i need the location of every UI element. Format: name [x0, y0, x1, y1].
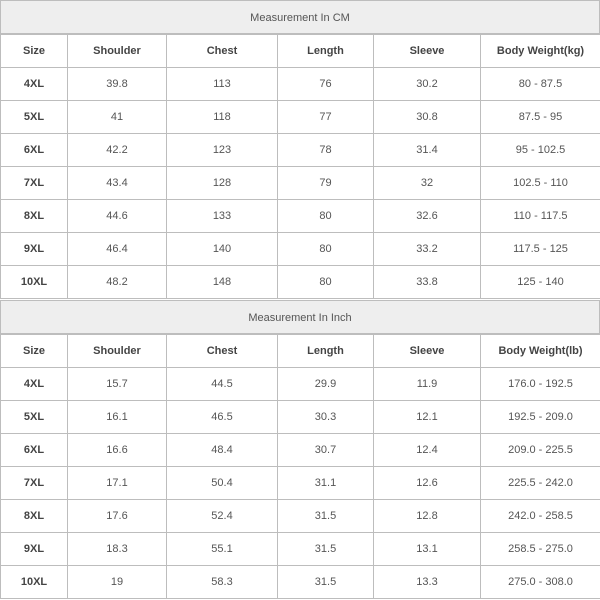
chest-cell: 52.4: [167, 500, 278, 533]
cm-section-title: Measurement In CM: [0, 0, 600, 34]
size-cell: 6XL: [1, 134, 68, 167]
sleeve-cell: 33.2: [374, 233, 481, 266]
chest-cell: 128: [167, 167, 278, 200]
shoulder-cell: 16.1: [68, 401, 167, 434]
shoulder-cell: 42.2: [68, 134, 167, 167]
cm-table: [0, 34, 600, 299]
length-cell: 30.7: [278, 434, 374, 467]
sleeve-cell: 12.6: [374, 467, 481, 500]
size-cell: 8XL: [1, 200, 68, 233]
header-length: Length: [278, 35, 374, 68]
header-size: Size: [1, 35, 68, 68]
shoulder-cell: 19: [68, 566, 167, 599]
shoulder-cell: 46.4: [68, 233, 167, 266]
size-cell: 8XL: [1, 500, 68, 533]
chest-cell: 133: [167, 200, 278, 233]
sleeve-cell: 11.9: [374, 368, 481, 401]
sleeve-cell: 13.1: [374, 533, 481, 566]
table-row: [1, 101, 600, 134]
body-weight-cell: 275.0 - 308.0: [481, 566, 600, 599]
length-cell: 80: [278, 266, 374, 299]
chest-cell: 118: [167, 101, 278, 134]
header-chest: Chest: [167, 35, 278, 68]
table-row: [1, 68, 600, 101]
chest-cell: 55.1: [167, 533, 278, 566]
table-row: [1, 200, 600, 233]
length-cell: 77: [278, 101, 374, 134]
sleeve-cell: 12.8: [374, 500, 481, 533]
body-weight-cell: 192.5 - 209.0: [481, 401, 600, 434]
length-cell: 29.9: [278, 368, 374, 401]
size-cell: 7XL: [1, 467, 68, 500]
table-row: [1, 467, 600, 500]
body-weight-cell: 242.0 - 258.5: [481, 500, 600, 533]
header-body-weight: Body Weight(lb): [481, 335, 600, 368]
header-shoulder: Shoulder: [68, 35, 167, 68]
shoulder-cell: 15.7: [68, 368, 167, 401]
sleeve-cell: 12.1: [374, 401, 481, 434]
size-cell: 10XL: [1, 566, 68, 599]
inch-header-row: [1, 335, 600, 368]
table-row: [1, 167, 600, 200]
chest-cell: 48.4: [167, 434, 278, 467]
shoulder-cell: 39.8: [68, 68, 167, 101]
body-weight-cell: 125 - 140: [481, 266, 600, 299]
length-cell: 80: [278, 200, 374, 233]
body-weight-cell: 117.5 - 125: [481, 233, 600, 266]
header-shoulder: Shoulder: [68, 335, 167, 368]
length-cell: 80: [278, 233, 374, 266]
body-weight-cell: 209.0 - 225.5: [481, 434, 600, 467]
length-cell: 78: [278, 134, 374, 167]
shoulder-cell: 17.1: [68, 467, 167, 500]
size-cell: 6XL: [1, 434, 68, 467]
sleeve-cell: 32: [374, 167, 481, 200]
body-weight-cell: 225.5 - 242.0: [481, 467, 600, 500]
shoulder-cell: 41: [68, 101, 167, 134]
chest-cell: 148: [167, 266, 278, 299]
header-sleeve: Sleeve: [374, 335, 481, 368]
table-row: [1, 266, 600, 299]
inch-table: [0, 334, 600, 599]
inch-section-title: Measurement In Inch: [0, 300, 600, 334]
body-weight-cell: 80 - 87.5: [481, 68, 600, 101]
length-cell: 31.5: [278, 500, 374, 533]
table-row: [1, 233, 600, 266]
sleeve-cell: 33.8: [374, 266, 481, 299]
sleeve-cell: 31.4: [374, 134, 481, 167]
header-body-weight: Body Weight(kg): [481, 35, 600, 68]
chest-cell: 113: [167, 68, 278, 101]
length-cell: 30.3: [278, 401, 374, 434]
chest-cell: 140: [167, 233, 278, 266]
chest-cell: 44.5: [167, 368, 278, 401]
size-cell: 4XL: [1, 68, 68, 101]
table-row: [1, 533, 600, 566]
length-cell: 31.5: [278, 533, 374, 566]
shoulder-cell: 17.6: [68, 500, 167, 533]
table-row: [1, 434, 600, 467]
sleeve-cell: 12.4: [374, 434, 481, 467]
shoulder-cell: 43.4: [68, 167, 167, 200]
length-cell: 31.1: [278, 467, 374, 500]
size-cell: 9XL: [1, 533, 68, 566]
header-size: Size: [1, 335, 68, 368]
size-cell: 10XL: [1, 266, 68, 299]
size-cell: 9XL: [1, 233, 68, 266]
table-row: [1, 500, 600, 533]
length-cell: 31.5: [278, 566, 374, 599]
header-chest: Chest: [167, 335, 278, 368]
shoulder-cell: 48.2: [68, 266, 167, 299]
size-cell: 5XL: [1, 101, 68, 134]
chest-cell: 58.3: [167, 566, 278, 599]
body-weight-cell: 110 - 117.5: [481, 200, 600, 233]
cm-section: [0, 0, 600, 299]
body-weight-cell: 95 - 102.5: [481, 134, 600, 167]
table-row: [1, 401, 600, 434]
body-weight-cell: 176.0 - 192.5: [481, 368, 600, 401]
shoulder-cell: 16.6: [68, 434, 167, 467]
header-length: Length: [278, 335, 374, 368]
inch-section: [0, 300, 600, 599]
table-row: [1, 134, 600, 167]
length-cell: 76: [278, 68, 374, 101]
length-cell: 79: [278, 167, 374, 200]
header-sleeve: Sleeve: [374, 35, 481, 68]
sleeve-cell: 30.8: [374, 101, 481, 134]
sleeve-cell: 13.3: [374, 566, 481, 599]
cm-header-row: [1, 35, 600, 68]
body-weight-cell: 258.5 - 275.0: [481, 533, 600, 566]
shoulder-cell: 18.3: [68, 533, 167, 566]
sleeve-cell: 30.2: [374, 68, 481, 101]
chest-cell: 46.5: [167, 401, 278, 434]
body-weight-cell: 87.5 - 95: [481, 101, 600, 134]
size-cell: 7XL: [1, 167, 68, 200]
chest-cell: 123: [167, 134, 278, 167]
shoulder-cell: 44.6: [68, 200, 167, 233]
size-cell: 5XL: [1, 401, 68, 434]
body-weight-cell: 102.5 - 110: [481, 167, 600, 200]
table-row: [1, 566, 600, 599]
size-cell: 4XL: [1, 368, 68, 401]
sleeve-cell: 32.6: [374, 200, 481, 233]
chest-cell: 50.4: [167, 467, 278, 500]
table-row: [1, 368, 600, 401]
